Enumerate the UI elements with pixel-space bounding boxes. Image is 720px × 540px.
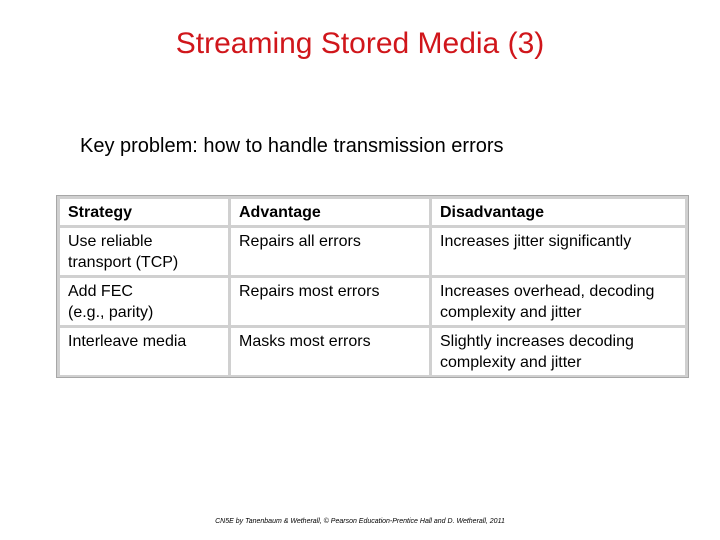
row-2-strategy-line-1: Add FEC	[68, 283, 133, 300]
table-row	[60, 278, 685, 325]
row-3-advantage: Masks most errors	[231, 328, 429, 375]
row-1-disadvantage: Increases jitter significantly	[432, 228, 685, 275]
row-2-strategy	[60, 278, 228, 325]
row-1-strategy	[60, 228, 228, 275]
row-2-advantage: Repairs most errors	[231, 278, 429, 325]
table-header-row	[60, 199, 685, 225]
strategy-table	[56, 195, 689, 378]
row-3-disadvantage: Slightly increases decoding complexity and jitter	[432, 328, 685, 375]
copyright-footer: CN5E by Tanenbaum & Wetherall, © Pearson Education-Prentice Hall and D. Wetherall, 2011	[215, 518, 505, 525]
row-1-advantage: Repairs all errors	[231, 228, 429, 275]
table-row	[60, 328, 685, 375]
slide-subtitle: Key problem: how to handle transmission errors	[80, 135, 504, 157]
slide-title: Streaming Stored Media (3)	[175, 27, 545, 60]
strategy-table-grid	[57, 196, 688, 378]
row-1-strategy-line-2: transport (TCP)	[68, 254, 179, 271]
header-disadvantage: Disadvantage	[432, 199, 685, 225]
header-advantage: Advantage	[231, 199, 429, 225]
header-strategy: Strategy	[60, 199, 228, 225]
row-2-strategy-line-2: (e.g., parity)	[68, 304, 154, 321]
row-2-disadvantage: Increases overhead, decoding complexity and jitter	[432, 278, 685, 325]
table-row	[60, 228, 685, 275]
row-3-strategy: Interleave media	[60, 328, 228, 375]
row-1-strategy-line-1: Use reliable	[68, 233, 153, 250]
